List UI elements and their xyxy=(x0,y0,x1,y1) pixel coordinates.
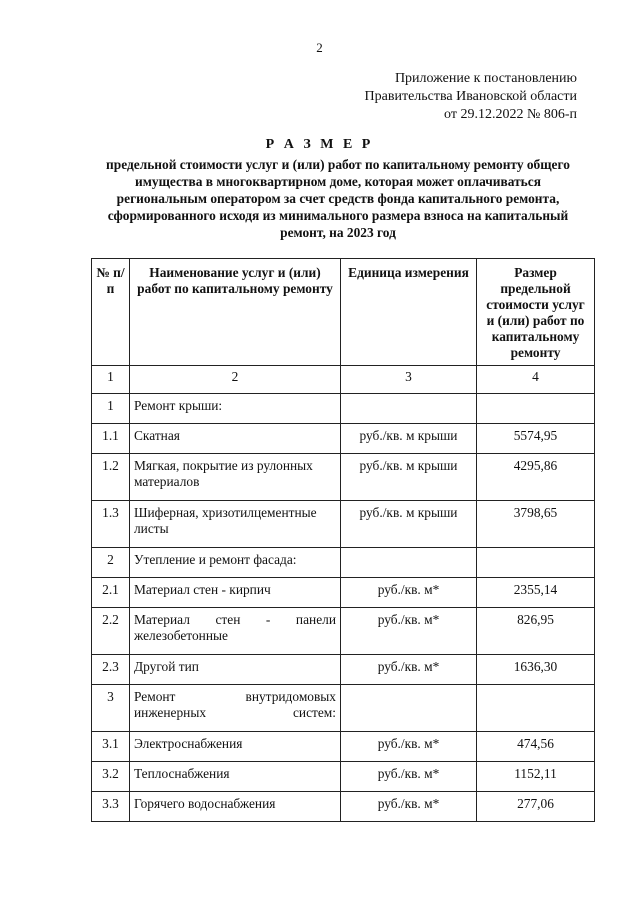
appendix-line-3: от 29.12.2022 № 806-п xyxy=(444,107,577,122)
service-name: Ремонт крыши: xyxy=(130,394,341,424)
unit-cell: руб./кв. м* xyxy=(341,578,477,608)
row-number: 3.3 xyxy=(92,792,130,822)
row-number: 3 xyxy=(92,685,130,732)
service-name: Материал стен - кирпич xyxy=(130,578,341,608)
index-cell: 1 xyxy=(92,366,130,394)
service-name: Мягкая, покрытие из рулонных материалов xyxy=(130,454,341,501)
unit-cell: руб./кв. м крыши xyxy=(341,454,477,501)
service-name: Теплоснабжения xyxy=(130,762,341,792)
service-name: Материал стен - панели железобетонные xyxy=(130,608,341,655)
price-cell xyxy=(477,685,595,732)
table-row xyxy=(92,655,595,685)
row-number: 1 xyxy=(92,394,130,424)
page-number: 2 xyxy=(316,40,323,55)
unit-cell: руб./кв. м крыши xyxy=(341,501,477,548)
price-cell: 474,56 xyxy=(477,732,595,762)
row-number: 1.2 xyxy=(92,454,130,501)
row-number: 2 xyxy=(92,548,130,578)
table-row xyxy=(92,608,595,655)
unit-cell: руб./кв. м* xyxy=(341,732,477,762)
price-table xyxy=(91,258,595,822)
unit-cell: руб./кв. м крыши xyxy=(341,424,477,454)
price-cell: 2355,14 xyxy=(477,578,595,608)
unit-cell xyxy=(341,548,477,578)
price-cell: 5574,95 xyxy=(477,424,595,454)
row-number: 2.2 xyxy=(92,608,130,655)
unit-cell: руб./кв. м* xyxy=(341,655,477,685)
price-cell: 1152,11 xyxy=(477,762,595,792)
unit-cell: руб./кв. м* xyxy=(341,608,477,655)
appendix-line-1: Приложение к постановлению xyxy=(394,71,577,86)
document-subtitle: предельной стоимости услуг и (или) работ по капитальному ремонту общего имущества в многоквартирном доме, которая может оплачиваться региональным оператором за счет средств фонда капитального ремонта, сформированного исходя из минимального размера взноса на капитальный ремонт, на 2023 год xyxy=(106,157,570,240)
price-cell xyxy=(477,548,595,578)
service-name: Горячего водоснабжения xyxy=(130,792,341,822)
price-cell: 3798,65 xyxy=(477,501,595,548)
table-row xyxy=(92,792,595,822)
table-row xyxy=(92,548,595,578)
appendix-note xyxy=(365,70,577,124)
row-number: 1.3 xyxy=(92,501,130,548)
row-number: 2.3 xyxy=(92,655,130,685)
header-name: Наименование услуг и (или) работ по капитальному ремонту xyxy=(130,259,341,366)
unit-cell xyxy=(341,685,477,732)
service-name: Другой тип xyxy=(130,655,341,685)
index-cell: 4 xyxy=(477,366,595,394)
unit-cell xyxy=(341,394,477,424)
row-number: 3.2 xyxy=(92,762,130,792)
unit-cell: руб./кв. м* xyxy=(341,792,477,822)
row-number: 1.1 xyxy=(92,424,130,454)
header-no: № п/п xyxy=(92,259,130,366)
price-cell: 826,95 xyxy=(477,608,595,655)
row-number: 3.1 xyxy=(92,732,130,762)
service-name: Шиферная, хризотилцементные листы xyxy=(130,501,341,548)
row-number: 2.1 xyxy=(92,578,130,608)
appendix-line-2: Правительства Ивановской области xyxy=(364,89,577,104)
table-header-row xyxy=(92,259,595,366)
price-cell: 1636,30 xyxy=(477,655,595,685)
price-cell: 4295,86 xyxy=(477,454,595,501)
column-index-row xyxy=(92,366,595,394)
table-row xyxy=(92,454,595,501)
header-price: Размер предельной стоимости услуг и (или) работ по капитальному ремонту xyxy=(477,259,595,366)
service-name: Утепление и ремонт фасада: xyxy=(130,548,341,578)
index-cell: 3 xyxy=(341,366,477,394)
index-cell: 2 xyxy=(130,366,341,394)
price-cell: 277,06 xyxy=(477,792,595,822)
table-row xyxy=(92,732,595,762)
service-name: Скатная xyxy=(130,424,341,454)
table-row xyxy=(92,394,595,424)
service-name: Электроснабжения xyxy=(130,732,341,762)
header-unit: Единица измерения xyxy=(341,259,477,366)
service-name: Ремонт внутридомовых инженерных систем: xyxy=(130,685,341,732)
table-row xyxy=(92,685,595,732)
table-row xyxy=(92,578,595,608)
table-row xyxy=(92,762,595,792)
table-row xyxy=(92,501,595,548)
table-row xyxy=(92,424,595,454)
document-title: Р А З М Е Р xyxy=(265,137,374,152)
unit-cell: руб./кв. м* xyxy=(341,762,477,792)
price-cell xyxy=(477,394,595,424)
